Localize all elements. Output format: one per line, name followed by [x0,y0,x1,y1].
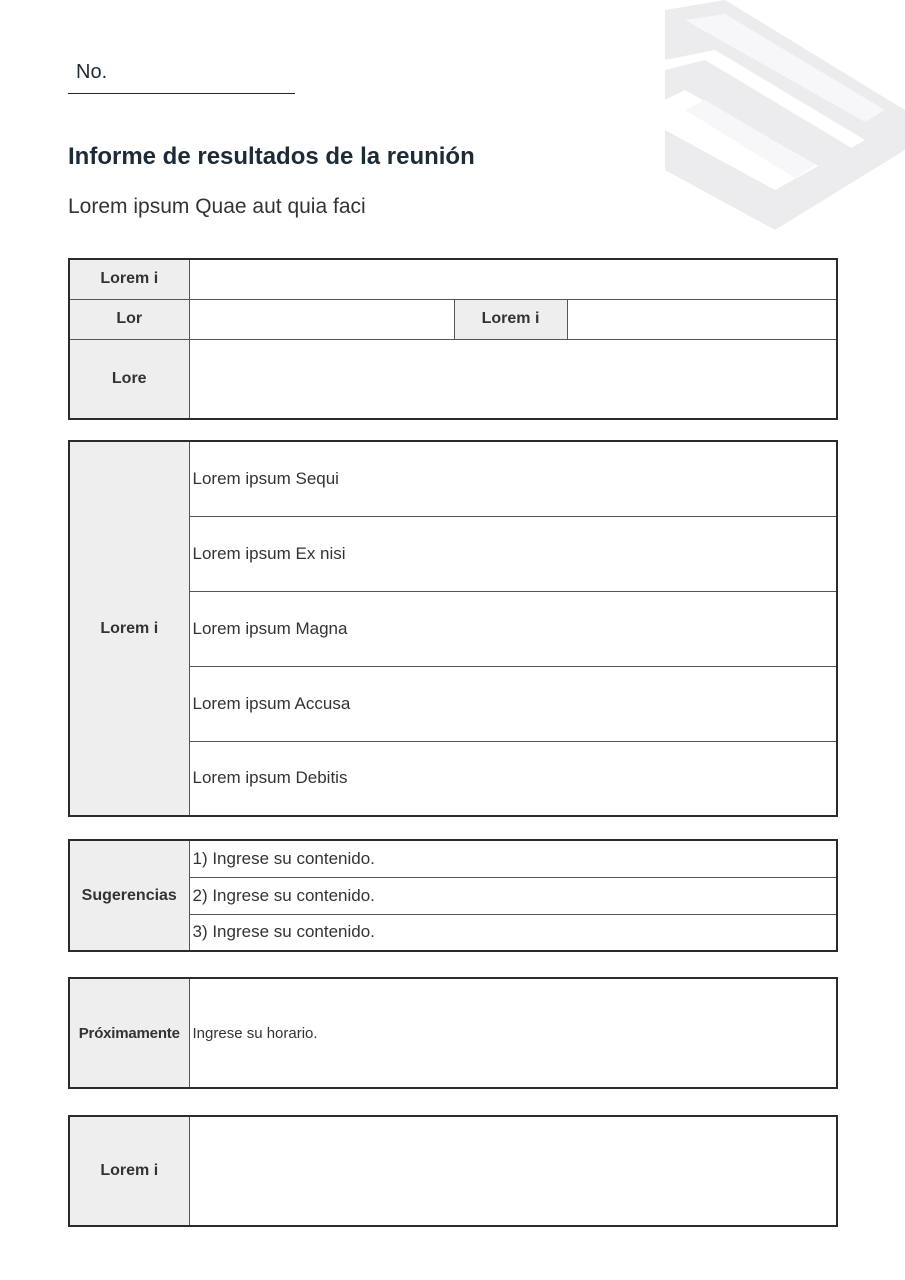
page-title: Informe de resultados de la reunión [68,143,475,170]
suggestions-label: Sugerencias [69,840,189,951]
info-field-3[interactable] [189,339,837,419]
document-number-label: No. [76,61,108,83]
info-label-1: Lorem i [69,259,189,299]
next-meeting-label: Próximamente [69,978,189,1088]
item-row-4[interactable]: Lorem ipsum Accusa [189,666,837,741]
notes-label: Lorem i [69,1116,189,1226]
decorative-graphic [665,0,905,230]
info-field-1[interactable] [189,259,837,299]
next-meeting-field[interactable]: Ingrese su horario. [189,978,837,1088]
notes-field[interactable] [189,1116,837,1226]
item-row-1[interactable]: Lorem ipsum Sequi [189,441,837,516]
next-meeting-table [68,977,838,1089]
items-table [68,440,838,817]
item-row-2[interactable]: Lorem ipsum Ex nisi [189,516,837,591]
info-table [68,258,838,420]
info-field-2[interactable] [189,299,454,339]
notes-table [68,1115,838,1227]
info-label-2b: Lorem i [454,299,567,339]
suggestion-row-3[interactable]: 3) Ingrese su contenido. [189,914,837,951]
info-label-3: Lore [69,339,189,419]
page-subtitle: Lorem ipsum Quae aut quia faci [68,195,366,218]
item-row-5[interactable]: Lorem ipsum Debitis [189,741,837,816]
info-label-2: Lor [69,299,189,339]
items-label: Lorem i [69,441,189,816]
document-number-field[interactable] [68,60,295,94]
suggestion-row-1[interactable]: 1) Ingrese su contenido. [189,840,837,877]
suggestion-row-2[interactable]: 2) Ingrese su contenido. [189,877,837,914]
info-field-2b[interactable] [567,299,837,339]
item-row-3[interactable]: Lorem ipsum Magna [189,591,837,666]
suggestions-table [68,839,838,952]
